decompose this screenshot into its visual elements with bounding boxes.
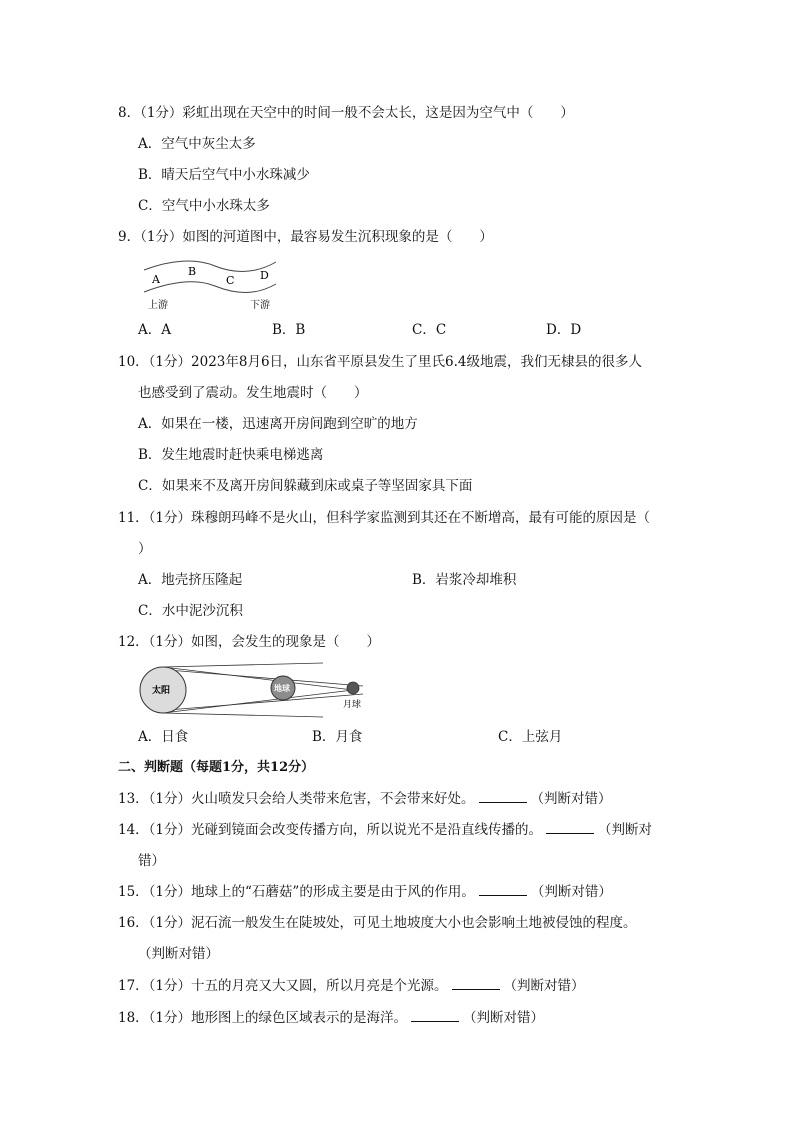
q9-option-c: C．C: [412, 322, 447, 338]
q10-option-c: C．如果来不及离开房间躲藏到床或桌子等坚固家具下面: [138, 478, 473, 494]
question-14-text: 14．（1分）光碰到镜面会改变传播方向，所以说光不是沿直线传播的。: [118, 822, 543, 838]
question-13: [118, 790, 612, 808]
q10-option-b: B．发生地震时赶快乘电梯逃离: [138, 447, 324, 463]
q11-option-a: A．地壳挤压隆起: [138, 572, 243, 588]
question-14: [118, 821, 652, 839]
river-label-d: D: [260, 269, 269, 282]
downstream-label: 下游: [250, 300, 270, 311]
answer-blank-18[interactable]: [411, 1009, 459, 1022]
section-2-heading: 二、判断题（每题1分，共12分）: [118, 760, 315, 775]
moon-label: 月球: [343, 700, 362, 710]
question-13-hint: （判断对错）: [530, 791, 612, 807]
question-9-stem: 9．（1分）如图的河道图中，最容易发生沉积现象的是（ ）: [118, 229, 493, 245]
q9-option-b: B．B: [272, 322, 306, 338]
q8-option-a: A．空气中灰尘太多: [138, 136, 256, 152]
sun-label: 太阳: [152, 686, 171, 696]
answer-blank-14[interactable]: [546, 821, 594, 834]
question-16-hint: （判断对错）: [138, 946, 219, 962]
q9-option-d: D．D: [546, 322, 582, 338]
q10-option-a: A．如果在一楼，迅速离开房间跑到空旷的地方: [138, 416, 418, 432]
question-14-hint: （判断对: [598, 822, 653, 838]
earth-label: 地球: [274, 683, 290, 693]
q12-option-c: C．上弦月: [498, 729, 563, 745]
question-10-stem-line2: 也感受到了震动。发生地震时（ ）: [138, 385, 368, 401]
question-17-hint: （判断对错）: [503, 978, 585, 994]
q12-option-a: A．日食: [138, 729, 189, 745]
river-label-a: A: [152, 273, 160, 286]
q11-option-b: B．岩浆冷却堆积: [412, 572, 517, 588]
question-14-hint-cont: 错）: [138, 853, 165, 869]
eclipse-diagram: [138, 660, 368, 722]
question-15-hint: （判断对错）: [530, 884, 612, 900]
question-12-stem: 12．（1分）如图，会发生的现象是（ ）: [118, 634, 381, 650]
question-11-stem-line2: ）: [138, 541, 152, 557]
q9-option-a: A．A: [138, 322, 171, 338]
question-8-stem: 8．（1分）彩虹出现在天空中的时间一般不会太长，这是因为空气中（ ）: [118, 105, 574, 121]
question-18-text: 18．（1分）地形图上的绿色区域表示的是海洋。: [118, 1010, 408, 1026]
question-15-text: 15．（1分）地球上的“石蘑菇”的形成主要是由于风的作用。: [118, 884, 475, 900]
question-18: [118, 1009, 544, 1027]
question-13-text: 13．（1分）火山喷发只会给人类带来危害，不会带来好处。: [118, 791, 475, 807]
question-11-stem-line1: 11．（1分）珠穆朗玛峰不是火山，但科学家监测到其还在不断增高，最有可能的原因是（: [118, 510, 651, 526]
river-label-b: B: [188, 265, 197, 278]
question-17: [118, 977, 585, 995]
answer-blank-17[interactable]: [452, 977, 500, 990]
question-10-stem-line1: 10．（1分）2023年8月6日，山东省平原县发生了里氏6.4级地震，我们无棣县的很多人: [118, 354, 643, 370]
answer-blank-13[interactable]: [479, 790, 527, 803]
river-label-c: C: [226, 274, 235, 287]
q8-option-b: B．晴天后空气中小水珠减少: [138, 167, 310, 183]
q8-option-c: C．空气中小水珠太多: [138, 198, 270, 214]
q12-option-b: B．月食: [312, 729, 363, 745]
question-17-text: 17．（1分）十五的月亮又大又圆，所以月亮是个光源。: [118, 978, 448, 994]
upstream-label: 上游: [148, 300, 168, 311]
river-diagram: [140, 256, 280, 314]
question-16-text: 16．（1分）泥石流一般发生在陡坡处，可见土地坡度大小也会影响土地被侵蚀的程度。: [118, 915, 637, 931]
question-18-hint: （判断对错）: [463, 1010, 545, 1026]
answer-blank-15[interactable]: [479, 883, 527, 896]
question-15: [118, 883, 612, 901]
q11-option-c: C．水中泥沙沉积: [138, 603, 243, 619]
